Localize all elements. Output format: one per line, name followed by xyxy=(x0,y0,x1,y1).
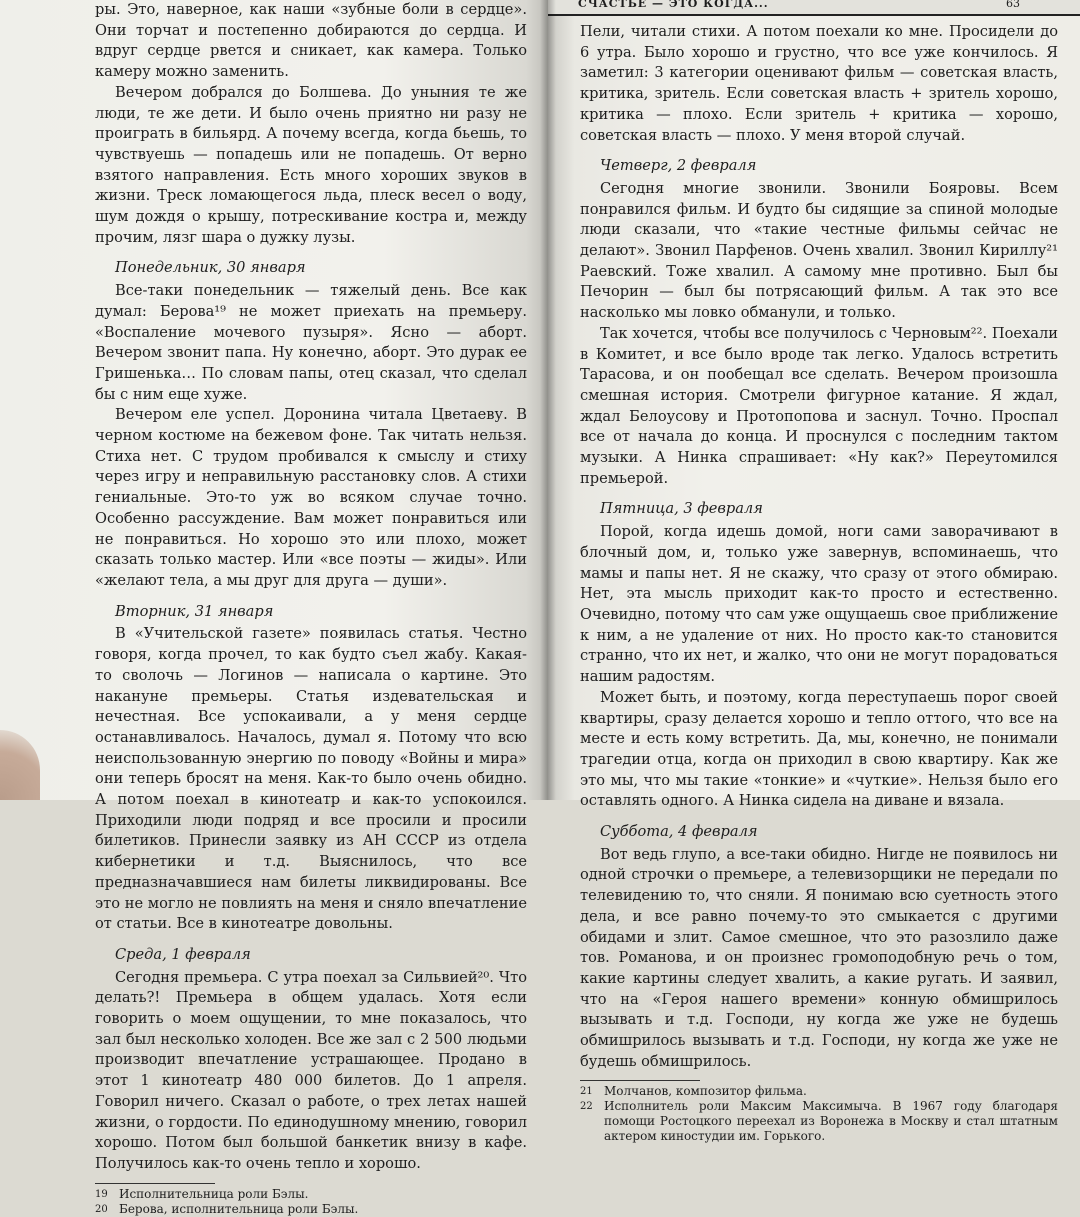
paragraph: Все-таки понедельник — тяжелый день. Все как думал: Берова¹⁹ не может приехать на премьеру. «Воспаление мочевого пузыря». Ясно — аборт. Вечером звонит папа. Ну конечно, аборт. Это дурак ее Гришенька… По словам папы, отец сказал, что сделал бы с ним еще хуже. xyxy=(95,282,527,403)
paragraph: Пели, читали стихи. А потом поехали ко мне. Просидели до 6 утра. Было хорошо и грустно, что все уже кончилось. Я заметил: 3 категории оценивают фильм — советская власть, критика, зритель. Если советская власть + зритель хорошо, критика — плохо. Если зритель + критика — хорошо, советская власть — плохо. У меня второй случай. xyxy=(580,23,1058,144)
paragraph: Вечером добрался до Болшева. До уныния те же люди, те же дети. И было очень приятно ни разу не проиграть в бильярд. А почему всегда, когда бьешь, то чувствуешь — попадешь или не попадешь. От верно взятого направления. Есть много хороших звуков в жизни. Треск ломающегося льда, плеск весел о воду, шум дождя о крышу, потрескивание костра и, между прочим, лязг шара о дужку лузы. xyxy=(95,83,527,246)
footnote xyxy=(580,1084,1058,1099)
footnote-text: Молчанов, композитор фильма. xyxy=(604,1084,807,1099)
diary-date-heading: Пятница, 3 февраля xyxy=(600,500,763,518)
diary-date-heading: Суббота, 4 февраля xyxy=(600,823,758,841)
right-page-text xyxy=(580,22,1058,1072)
right-page-content xyxy=(580,22,1058,1144)
running-header xyxy=(548,0,1080,16)
paragraph: Сегодня премьера. С утра поехал за Сильвией²⁰. Что делать?! Премьера в общем удалась. Хотя если говорить о моем ощущении, то мне показалось, что зал был несколько холоден. Все же зал с 2 500 людьми производит впечатление устрашающее. Продано в этот 1 кинотеатр 480 000 билетов. До 1 апреля. Говорил ничего. Сказал о работе, о трех летах нашей жизни, о гордости. По единодушному мнению, говорил хорошо. Потом был большой банкетик внизу в кафе. Получилось как-то очень тепло и хорошо. xyxy=(95,968,527,1172)
diary-date-heading: Четверг, 2 февраля xyxy=(600,157,757,175)
book-gutter xyxy=(540,0,556,800)
paragraph: ры. Это, наверное, как наши «зубные боли в сердце». Они торчат и постепенно добираются до сердца. И вдруг сердце рвется и сникает, как камера. Только камеру можно заменить. xyxy=(95,1,527,81)
thumb-shadow xyxy=(0,730,40,800)
footnote-text: Исполнитель роли Максим Максимыча. В 1967 году благодаря помощи Ростоцкого переехал из Воронежа в Москву и стал штатным актером киностудии им. Горького. xyxy=(604,1099,1058,1144)
diary-date-heading: Среда, 1 февраля xyxy=(115,945,251,963)
right-footnotes xyxy=(580,1084,1058,1144)
left-page-text xyxy=(95,0,527,1175)
footnote-number: 20 xyxy=(95,1203,108,1215)
paragraph: В «Учительской газете» появилась статья. Честно говоря, когда прочел, то как будто съел жабу. Какая-то сволочь — Логинов — написала о картине. Это накануне премьеры. Статья издевательская и нечестная. Все успокаивали, а у меня сердце останавливалось. Началось, думал я. Потому что всю неиспользованную энергию по поводу «Войны и мира» они теперь бросят на меня. Как-то было очень обидно. А потом поехал в кинотеатр и как-то успокоился. Приходили люди подряд и все просили и просили билетиков. Принесли заявку из АН СССР из отдела кибернетики и т.д. Выяснилось, что все предназначавшиеся нам билеты ликвидированы. Все это не могло не повлиять на меня и сняло впечатление от статьи. Все в кинотеатре довольны. xyxy=(95,625,527,933)
paragraph: Порой, когда идешь домой, ноги сами заворачивают в блочный дом, и, только уже завернув, вспоминаешь, что мамы и папы нет. Я не скажу, что сразу от этого обмираю. Нет, эта мысль приходит как-то просто и естественно. Очевидно, потому что сам уже ощущаешь свое приближение к ним, а не удаление от них. Но просто как-то становится странно, что их нет, и жалко, что они не могут порадоваться нашим радостям. xyxy=(580,523,1058,686)
right-page xyxy=(548,0,1080,1144)
paragraph: Вот ведь глупо, а все-таки обидно. Нигде не появилось ни одной строчки о премьере, а телевизорщики не передали по телевидению то, что сняли. Я понимаю всю суетность этого дела, и все равно почему-то это смыкается с другими обидами и злит. Самое смешное, что это разозлило даже тов. Романова, и он произнес громоподобную речь о том, какие картины следует хвалить, а какие ругать. И заявил, что на «Героя нашего времени» конную обмишрилось вызывать и т.д. Господи, ну когда же уже не будешь обмишрилось вызывать и т.д. Господи, ну когда же уже не будешь обмишрилось. xyxy=(580,845,1058,1070)
footnote-number: 21 xyxy=(580,1086,593,1098)
running-title: СЧАСТЬЕ — ЭТО КОГДА... xyxy=(578,0,769,10)
left-footnotes xyxy=(95,1187,527,1217)
paragraph: Вечером еле успел. Доронина читала Цветаеву. В черном костюме на бежевом фоне. Так читать нельзя. Стиха нет. С трудом пробивался к смыслу и стиху через игру и неправильную расстановку слов. А стихи гениальные. Это-то уж во всяком случае точно. Особенно рассуждение. Вам может понравиться или не понравиться. Но хорошо это или плохо, может сказать только мастер. Или «все поэты — жиды». Или «желают тела, а мы друг для друга — души». xyxy=(95,406,527,589)
footnote-number: 19 xyxy=(95,1188,108,1200)
diary-date-heading: Понедельник, 30 января xyxy=(115,259,306,277)
paragraph: Так хочется, чтобы все получилось с Черновым²². Поехали в Комитет, и все было вроде так легко. Удалось встретить Тарасова, и он пообещал все сделать. Вечером произошла смешная история. Смотрели фигурное катание. Я ждал, ждал Белоусову и Протопопова и заснул. Точно. Проспал все от начала до конца. И проснулся с последним тактом музыки. А Нинка спрашивает: «Ну как?» Переутомился премьерой. xyxy=(580,324,1058,487)
footnote-divider xyxy=(95,1183,215,1184)
footnote-number: 22 xyxy=(580,1101,593,1113)
left-page-content xyxy=(95,0,527,1217)
footnote xyxy=(580,1099,1058,1144)
page-number: 63 xyxy=(1006,0,1020,10)
footnote-divider xyxy=(580,1080,700,1081)
footnote xyxy=(95,1202,527,1217)
paragraph: Сегодня многие звонили. Звонили Бояровы. Всем понравился фильм. И будто бы сидящие за спиной молодые люди сказали, что «такие честные фильмы сейчас не делают». Звонил Парфенов. Очень хвалил. Звонил Кириллу²¹ Раевский. Тоже хвалил. А самому мне противно. Был бы Печорин — был бы потрясающий фильм. А так это все насколько мы ловко обманули, и только. xyxy=(580,179,1058,322)
diary-date-heading: Вторник, 31 января xyxy=(115,602,274,620)
footnote xyxy=(95,1187,527,1202)
paragraph: Может быть, и поэтому, когда переступаешь порог своей квартиры, сразу делается хорошо и тепло оттого, что все на месте и есть кому встретить. Да, мы, конечно, не понимали трагедии отца, когда он приходил в свою квартиру. Как же это мы, что мы такие «тонкие» и «чуткие». Нельзя было его оставлять одного. А Нинка сидела на диване и вязала. xyxy=(580,688,1058,810)
footnote-text: Исполнительница роли Бэлы. xyxy=(119,1186,309,1201)
footnote-text: Берова, исполнительница роли Бэлы. xyxy=(119,1201,359,1216)
